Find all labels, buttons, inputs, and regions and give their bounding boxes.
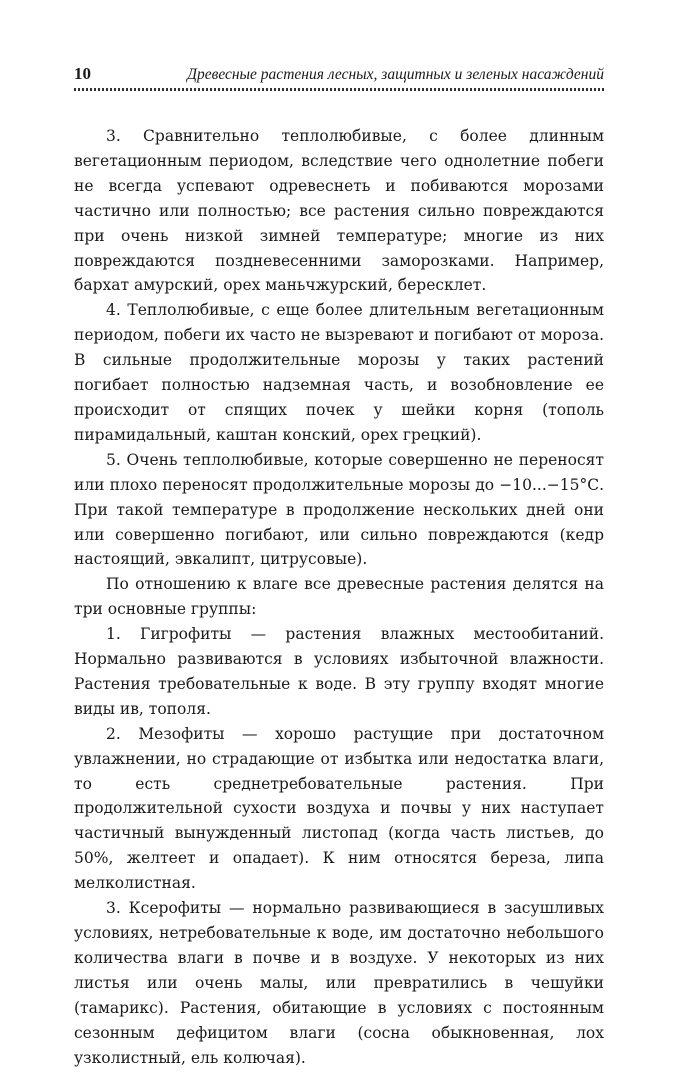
paragraph: 1. Гигрофиты — растения влажных местообитаний. Нормально развиваются в условиях избыточной влажности. Растения требовательные к воде. В эту группу входят многие виды ив, тополя. [74, 625, 604, 718]
page-header [74, 64, 604, 84]
body-text [74, 124, 604, 1070]
running-title: Древесные растения лесных, защитных и зеленых насаждений [187, 66, 604, 83]
paragraph: 3. Ксерофиты — нормально развивающиеся в засушливых условиях, нетребовательные к воде, им достаточно небольшого количества влаги в почве и в воздухе. У некоторых из них листья или очень малы, или превратились в чешуйки (тамарикс). Растения, обитающие в условиях с постоянным сезонным дефицитом влаги (сосна обыкновенная, лох узколистный, ель колючая). [74, 899, 604, 1067]
paragraph: 3. Сравнительно теплолюбивые, с более длинным вегетационным периодом, вследствие чего однолетние побеги не всегда успевают одревеснеть и побиваются морозами частично или полностью; все растения сильно повреждаются при очень низкой зимней температуре; многие из них повреждаются поздневесенними заморозками. Например, бархат амурский, орех маньчжурский, бересклет. [74, 127, 604, 295]
header-rule [74, 88, 604, 91]
page-number: 10 [74, 64, 91, 83]
paragraph: 2. Мезофиты — хорошо растущие при достаточном увлажнении, но страдающие от избытка или недостатка влаги, то есть среднетребовательные растения. При продолжительной сухости воздуха и почвы у них наступает частичный вынужденный листопад (когда часть листьев, до 50%, желтеет и опадает). К ним относятся береза, липа мелколистная. [74, 724, 604, 893]
paragraph: По отношению к влаге все древесные растения делятся на три основные группы: [74, 575, 604, 619]
paragraph: 4. Теплолюбивые, с еще более длительным вегетационным периодом, побеги их часто не вызревают и погибают от мороза. В сильные продолжительные морозы у таких растений погибает полностью надземная часть, и возобновление ее происходит от спящих почек у шейки корня (тополь пирамидальный, каштан конский, орех грецкий). [74, 301, 604, 444]
paragraph: 5. Очень теплолюбивые, которые совершенно не переносят или плохо переносят продолжительные морозы до −10...−15°С. При такой температуре в продолжение нескольких дней они или совершенно погибают, или сильно повреждаются (кедр настоящий, эвкалипт, цитрусовые). [74, 450, 604, 569]
